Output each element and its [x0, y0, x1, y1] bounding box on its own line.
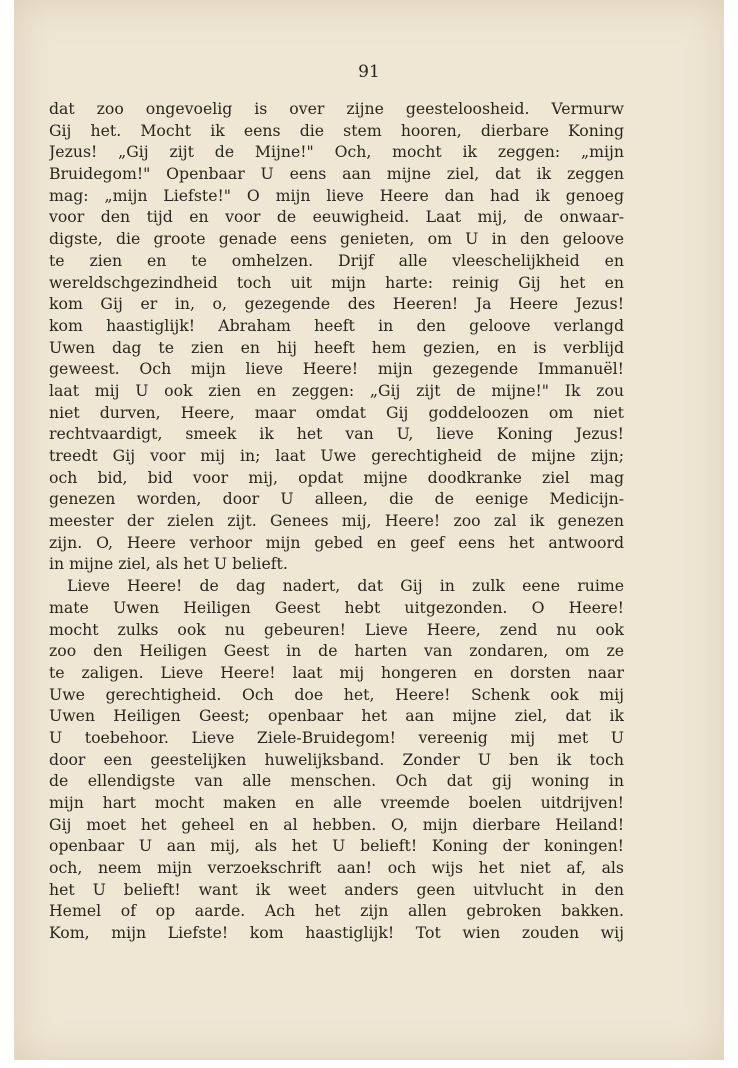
text-line: Uwen Heiligen Geest; openbaar het aan mijne ziel, dat ik [49, 706, 624, 726]
book-page [14, 0, 724, 1060]
text-line: U toebehoor. Lieve Ziele-Bruidegom! vereenig mij met U [49, 727, 624, 747]
text-line: Gij moet het geheel en al hebben. O, mijn dierbare Heiland! [49, 814, 624, 834]
body-text [49, 98, 624, 944]
text-line: het U belieft! want ik weet anders geen uitvlucht in den [49, 879, 624, 899]
text-line: niet durven, Heere, maar omdat Gij goddeloozen om niet [49, 402, 624, 422]
text-line: geweest. Och mijn lieve Heere! mijn gezegende Immanuël! [49, 359, 624, 379]
text-line: och, neem mijn verzoekschrift aan! och wijs het niet af, als [49, 858, 624, 878]
text-line: mag: „mijn Liefste!" O mijn lieve Heere dan had ik genoeg [49, 185, 624, 205]
text-line: meester der zielen zijt. Genees mij, Heere! zoo zal ik genezen [49, 511, 624, 531]
text-line: och bid, bid voor mij, opdat mijne doodkranke ziel mag [49, 467, 624, 487]
text-line: in mijne ziel, als het U belieft. [49, 554, 288, 574]
text-line: zoo den Heiligen Geest in de harten van zondaren, om ze [49, 641, 624, 661]
text-line: digste, die groote genade eens genieten, om U in den geloove [49, 229, 624, 249]
text-line: te zien en te omhelzen. Drijf alle vleeschelijkheid en [49, 250, 624, 270]
text-line: Hemel of op aarde. Ach het zijn allen gebroken bakken. [49, 901, 624, 921]
text-line: genezen worden, door U alleen, die de eenige Medicijn- [49, 489, 624, 509]
text-line: mijn hart mocht maken en alle vreemde boelen uitdrijven! [49, 793, 624, 812]
text-line: wereldschgezindheid toch uit mijn harte: reinig Gij het en [49, 272, 624, 292]
text-line: mocht zulks ook nu gebeuren! Lieve Heere, zend nu ook [49, 619, 624, 639]
text-line: openbaar U aan mij, als het U belieft! Koning der koningen! [49, 836, 624, 856]
text-line: dat zoo ongevoelig is over zijne geesteloosheid. Vermurw [49, 99, 624, 118]
text-line: Gij het. Mocht ik eens die stem hooren, dierbare Koning [49, 120, 624, 140]
text-line: zijn. O, Heere verhoor mijn gebed en geef eens het antwoord [49, 532, 624, 552]
page-number: 91 [358, 62, 380, 82]
text-line: kom Gij er in, o, gezegende des Heeren! Ja Heere Jezus! [49, 294, 624, 314]
text-line: Uwen dag te zien en hij heeft hem gezien, en is verblijd [49, 337, 624, 357]
text-line: laat mij U ook zien en zeggen: „Gij zijt de mijne!" Ik zou [49, 380, 624, 400]
text-line: door een geestelijken huwelijksband. Zonder U ben ik toch [49, 749, 624, 769]
text-line: te zaligen. Lieve Heere! laat mij hongeren en dorsten naar [49, 662, 624, 682]
text-line: voor den tijd en voor de eeuwigheid. Laat mij, de onwaar- [49, 207, 624, 227]
text-line: Bruidegom!" Openbaar U eens aan mijne ziel, dat ik zeggen [49, 164, 624, 184]
text-line: Kom, mijn Liefste! kom haastiglijk! Tot wien zouden wij [49, 923, 624, 943]
text-line: de ellendigste van alle menschen. Och dat gij woning in [49, 771, 624, 791]
text-line: rechtvaardigt, smeek ik het van U, lieve Koning Jezus! [49, 424, 624, 444]
text-line: mate Uwen Heiligen Geest hebt uitgezonden. O Heere! [49, 597, 624, 617]
text-line: Lieve Heere! de dag nadert, dat Gij in zulk eene ruime [67, 576, 624, 596]
text-line: kom haastiglijk! Abraham heeft in den geloove verlangd [49, 315, 624, 335]
text-line: Uwe gerechtigheid. Och doe het, Heere! Schenk ook mij [49, 684, 624, 704]
text-line: treedt Gij voor mij in; laat Uwe gerechtigheid de mijne zijn; [49, 446, 624, 465]
text-line: Jezus! „Gij zijt de Mijne!" Och, mocht ik zeggen: „mijn [49, 142, 624, 162]
